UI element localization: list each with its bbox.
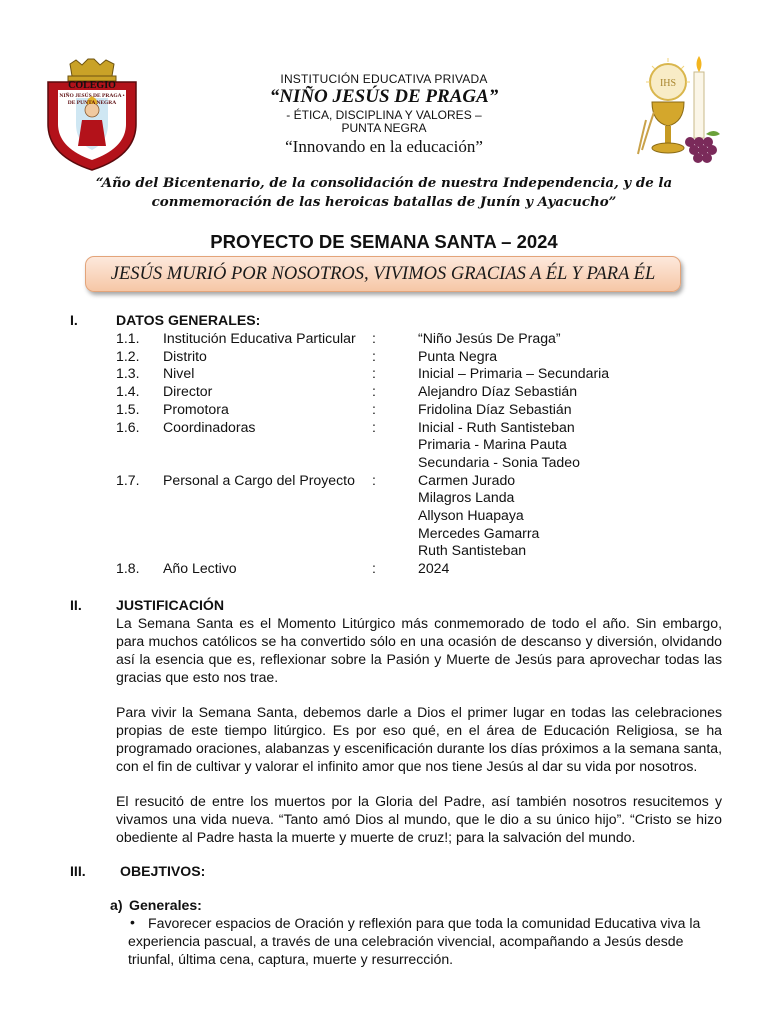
data-row-value: Milagros Landa bbox=[418, 489, 515, 506]
data-row-value: Inicial - Ruth Santisteban bbox=[418, 418, 575, 435]
school-location: PUNTA NEGRA bbox=[341, 121, 427, 135]
subsection-label: a) bbox=[110, 897, 123, 913]
data-row-value: 2024 bbox=[418, 560, 450, 577]
data-row-separator: : bbox=[372, 347, 376, 364]
data-row-separator: : bbox=[372, 365, 376, 382]
data-row-label: Promotora bbox=[163, 400, 229, 417]
data-row-label: Institución Educativa Particular bbox=[163, 330, 356, 346]
data-row-separator: : bbox=[372, 400, 376, 417]
section-2-title: JUSTIFICACIÓN bbox=[116, 597, 225, 613]
section-1-number: I. bbox=[70, 312, 78, 328]
data-row-value: Fridolina Díaz Sebastián bbox=[418, 400, 572, 417]
year-motto bbox=[60, 174, 708, 212]
data-row-number: 1.8. bbox=[116, 560, 140, 577]
data-row-label: Personal a Cargo del Proyecto bbox=[163, 471, 355, 488]
data-row-value: Ruth Santisteban bbox=[418, 542, 527, 559]
data-row-value: Punta Negra bbox=[418, 347, 498, 364]
data-row-separator: : bbox=[372, 383, 376, 400]
data-row-label: Coordinadoras bbox=[163, 418, 256, 435]
data-row-separator: : bbox=[372, 330, 376, 346]
data-row-separator: : bbox=[372, 471, 376, 488]
data-row-separator: : bbox=[372, 418, 376, 435]
year-motto-line-2: conmemoración de las heroicas batallas de Junín y Ayacucho” bbox=[151, 194, 617, 210]
justification-paragraph: La Semana Santa es el Momento Litúrgico más conmemorado de todo el año. Sin embargo, para muchos católicos se ha convertido sólo en una ocasión de descanso y diversión, olvidando así la esencia que es, reflexionar sobre la Pasión y Muerte de Jesús para aprovechar todas las gracias que esto nos trae. bbox=[116, 615, 722, 685]
subsection-title: Generales: bbox=[129, 897, 202, 913]
data-row-number: 1.1. bbox=[116, 330, 140, 346]
year-motto-line-1: “Año del Bicentenario, de la consolidación de nuestra Independencia, y de la bbox=[95, 175, 673, 191]
data-row-label: Nivel bbox=[163, 365, 195, 382]
section-3-number: III. bbox=[70, 863, 86, 879]
logo-top-text: COLEGIO bbox=[68, 80, 116, 91]
section-1-title: DATOS GENERALES: bbox=[116, 312, 261, 328]
school-values: - ÉTICA, DISCIPLINA Y VALORES – bbox=[286, 108, 482, 122]
justification-paragraph: El resucitó de entre los muertos por la Gloria del Padre, así también nosotros resucitemos y vivamos una vida nueva. “Tanto amó Dios al mundo, que le dio a su único hijo”. “Cristo se hizo obediente al Padre hasta la muerte y muerte de cruz!; para la salvación del mundo. bbox=[116, 793, 722, 845]
school-motto: “Innovando en la educación” bbox=[285, 137, 483, 156]
data-row-number: 1.7. bbox=[116, 471, 140, 488]
section-2-number: II. bbox=[70, 597, 82, 613]
data-row-value: Allyson Huapaya bbox=[418, 507, 524, 523]
data-row-number: 1.4. bbox=[116, 383, 140, 400]
data-row-value: Carmen Jurado bbox=[418, 471, 516, 488]
data-row-number: 1.3. bbox=[116, 365, 140, 382]
data-row-label: Director bbox=[163, 383, 213, 400]
data-row-label: Año Lectivo bbox=[163, 560, 237, 577]
justification-paragraph: Para vivir la Semana Santa, debemos darle a Dios el primer lugar en todas las celebraciones propias de este tiempo litúrgico. Es por eso qué, en el área de Educación Religiosa, se ha programado oraciones, alabanzas y escenificación durante los días próximos a la semana santa, con el fin de cultivar y valorar el infinito amor que nos tiene Jesús al dar su vida por nosotros. bbox=[116, 704, 722, 774]
data-row-value: Mercedes Gamarra bbox=[418, 524, 540, 541]
data-row-value: “Niño Jesús De Praga” bbox=[418, 330, 561, 346]
institution-type: INSTITUCIÓN EDUCATIVA PRIVADA bbox=[280, 72, 488, 86]
data-row-value: Alejandro Díaz Sebastián bbox=[418, 383, 578, 400]
bullet-icon: • bbox=[130, 914, 135, 930]
data-row-value: Primaria - Marina Pauta bbox=[418, 436, 567, 453]
svg-text:IHS: IHS bbox=[659, 78, 677, 89]
data-row-number: 1.2. bbox=[116, 347, 140, 364]
theme-banner-text: JESÚS MURIÓ POR NOSOTROS, VIVIMOS GRACIAS A ÉL Y PARA ÉL bbox=[110, 263, 656, 284]
data-row-number: 1.5. bbox=[116, 400, 140, 417]
data-row-value: Secundaria - Sonia Tadeo bbox=[418, 453, 580, 470]
data-row-value: Inicial – Primaria – Secundaria bbox=[418, 365, 610, 382]
theme-banner bbox=[85, 256, 681, 292]
objective-item: Favorecer espacios de Oración y reflexión para que toda la comunidad Educativa viva la experiencia pascual, a través de una celebración vivencial, acompañando a Jesús desde triunfal, última cena, captura, muerte y resurrección. bbox=[128, 915, 701, 967]
section-3-title: OBEJTIVOS: bbox=[120, 863, 206, 879]
logo-ring-text: NIÑO JESÚS DE PRAGA • DE PUNTA NEGRA bbox=[59, 93, 125, 106]
data-row-separator: : bbox=[372, 560, 376, 577]
data-row-label: Distrito bbox=[163, 347, 207, 364]
school-name: “NIÑO JESÚS DE PRAGA” bbox=[269, 86, 499, 107]
project-title: PROYECTO DE SEMANA SANTA – 2024 bbox=[210, 231, 558, 252]
data-row-number: 1.6. bbox=[116, 418, 140, 435]
